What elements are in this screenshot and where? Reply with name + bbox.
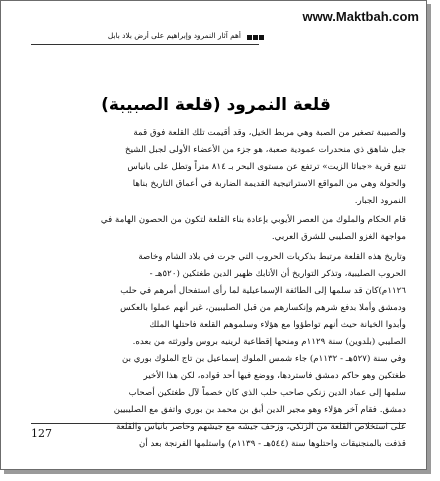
text-line: تتبع قرية «جباثا الزيت» ترتفع عن مستوى البحر بـ ٨١٤ متراً وتطل على بانياس xyxy=(127,162,406,172)
site-watermark: www.Maktbah.com xyxy=(302,9,419,24)
text-line: مواجهة الغزو الصليبي للشرق العربي. xyxy=(271,232,406,242)
text-line: وأبدوا الخيانة حيث أنهم تواطؤوا مع هؤلاء وسلموهم القلعة فاحتلها الملك xyxy=(149,320,406,330)
text-line: الصليبي (بلدوين) سنة ١١٢٩م ومنحها إقطاعية لرينيه بروس ولورثته من بعده. xyxy=(132,337,406,347)
text-line: قام الحكام والملوك من العصر الأيوبي بإعادة بناء القلعة لتكون من الحصون الهامة في xyxy=(100,215,406,225)
header-mark xyxy=(253,35,258,40)
text-line: وتاريخ هذه القلعة مرتبط بذكريات الحروب التي جرت في بلاد الشام وخاصة xyxy=(138,252,406,262)
text-line: على استخلاص القلعة من الزنكي، وزحف جيشه مع جيشهم وحاصر بانياس والقلعة xyxy=(116,422,406,432)
header-rule xyxy=(31,44,259,45)
page-number: 127 xyxy=(31,427,52,440)
paragraph-2 xyxy=(31,212,406,246)
header-mark xyxy=(259,35,264,40)
text-line: سلمها إلى عماد الدين زنكي صاحب حلب الذي كان خصماً لآل طغتكين أصحاب xyxy=(128,388,406,398)
running-head: أهم آثار النمرود وإبراهيم على أرض بلاد بابل xyxy=(107,31,241,40)
text-line: طغتكين وهو حاكم دمشق فاستردها، ووضع فيها أحد قواده، لكن هذا الأخير xyxy=(143,371,406,381)
text-line: جبل شاهق ذي منحدرات عمودية صعبة، هو جزء من الأعضاء الأولى لجبل الشيخ xyxy=(125,145,406,155)
text-line: والحولة وهي من المواقع الاستراتيجية القديمة الضاربة في أعماق التاريخ بناها xyxy=(132,179,406,189)
footer-rule xyxy=(31,423,406,424)
paragraph-1 xyxy=(31,125,406,210)
header-mark xyxy=(247,35,252,40)
text-line: ودمشق وأملا بدفع شرهم وإنكسارهم من قبل الصليبيين، غير أنهم عملوا بالعكس xyxy=(120,303,406,313)
text-line: الحروب الصليبية، وتذكر التواريخ أن الأتابك ظهير الدين طغتكين (٥٢٠هـ - xyxy=(149,269,406,279)
text-line: ١١٢٦م)كان قد سلمها إلى الطائفة الإسماعيلية لما رأى استفحال أمرهم في حلب xyxy=(120,286,406,296)
text-line: النمرود الجبار. xyxy=(354,196,406,206)
page-title: قلعة النمرود (قلعة الصبيبة) xyxy=(101,95,331,115)
text-line: دمشق. فقام آخر هؤلاء وهو مجير الدين أبق بن محمد بن بوري واتفق مع الصليبيين xyxy=(113,405,406,415)
text-line: قذفت بالمنجنيقات واحتلوها سنة (٥٤٤هـ - ١١٣٩م) واستلمها الفرنجة بعد أن xyxy=(138,439,406,449)
text-line: وفي سنة (٥٢٧هـ - ١١٣٢م) جاء شمس الملوك إسماعيل بن تاج الملوك بوري بن xyxy=(121,354,406,364)
text-line: والصبيبة تصغير من الصبة وهي مربط الخيل، وقد أقيمت تلك القلعة فوق قمة xyxy=(133,128,406,138)
